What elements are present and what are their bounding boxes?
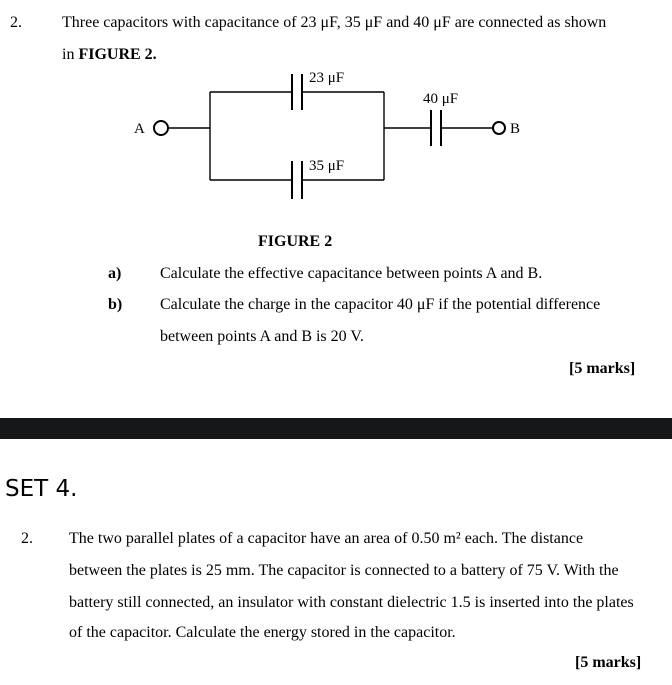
question-2-line-1: The two parallel plates of a capacitor have an area of 0.50 m² each. The distance [69,530,584,547]
part-b-text-line-2: between points A and B is 20 V. [160,328,364,345]
question-number: 2. [21,530,33,547]
question-text-prefix: in [62,46,79,63]
terminal-b-circle [493,122,505,134]
capacitor-40-label: 40 μF [423,91,459,107]
question-2-line-4: of the capacitor. Calculate the energy stored in the capacitor. [69,624,456,641]
question-2-line-3: battery still connected, an insulator with constant dielectric 1.5 is inserted into the plates [69,594,634,611]
capacitor-23-label: 23 μF [309,70,345,86]
question-number: 2. [10,14,22,31]
figure-caption: FIGURE 2 [258,233,333,250]
set-heading: SET 4. [5,476,78,502]
figure-reference: FIGURE 2. [78,46,157,63]
terminal-a-circle [154,121,168,135]
part-a-label: a) [108,265,122,282]
part-a-text: Calculate the effective capacitance between points A and B. [160,265,543,282]
terminal-a-label: A [134,121,145,137]
part-b-label: b) [108,296,123,313]
section-divider [0,418,672,439]
marks-label: [5 marks] [575,654,642,671]
question-text-line-1: Three capacitors with capacitance of 23 μF, 35 μF and 40 μF are connected as shown [62,14,607,31]
terminal-b-label: B [510,121,521,137]
marks-label: [5 marks] [569,360,636,377]
circuit-diagram [0,60,672,280]
question-2-line-2: between the plates is 25 mm. The capacitor is connected to a battery of 75 V. With the [69,562,619,579]
capacitor-35-label: 35 μF [309,158,345,174]
part-b-text-line-1: Calculate the charge in the capacitor 40 μF if the potential difference [160,296,601,313]
